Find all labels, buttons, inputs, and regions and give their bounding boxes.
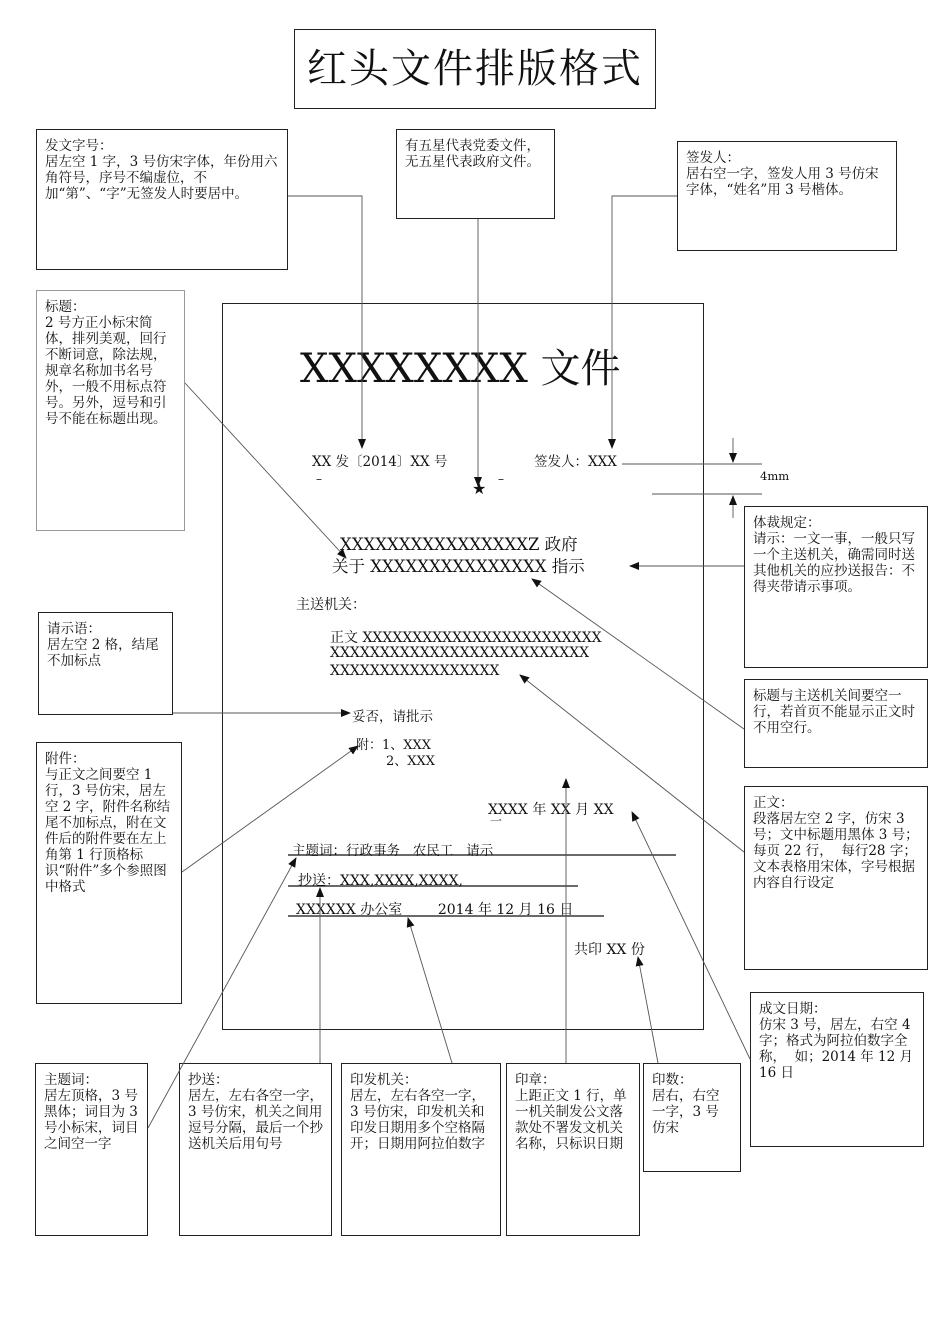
doc-header: XXXXXXXX 文件	[300, 346, 621, 392]
doc-body-line2: XXXXXXXXXXXXXXXXXXXXXXXXXX	[330, 645, 590, 661]
doc-copies: 共印 XX 份	[574, 942, 645, 958]
doc-number: XX 发〔2014〕XX 号	[312, 454, 448, 470]
note-copies: 印数： 居右，右空一字，3 号仿宋	[643, 1063, 741, 1172]
spacing-label: 4mm	[760, 469, 790, 483]
doc-dash-right: –	[498, 472, 504, 486]
page-title: 红头文件排版格式	[294, 29, 656, 109]
note-issuer: 印发机关： 居左，左右各空一字，3 号仿宋，印发机关和印发日期用多个空格隔开；日期用阿拉伯数字	[341, 1063, 501, 1236]
doc-request-phrase: 妥否，请批示	[352, 709, 433, 725]
note-doc-number: 发文字号： 居左空 1 字，3 号仿宋字体，年份用六角符号，序号不编虚位，不加“第”、“字”无签发人时要居中。	[36, 129, 288, 270]
doc-body-line1: 正文 XXXXXXXXXXXXXXXXXXXXXXXX	[330, 630, 602, 646]
note-signer: 签发人： 居右空一字，签发人用 3 号仿宋字体，“姓名”用 3 号楷体。	[677, 141, 897, 251]
star-icon: ★	[472, 479, 487, 498]
doc-heading-line1: XXXXXXXXXXXXXXXXZ 政府	[340, 535, 578, 554]
doc-subject-words: 主题词：行政事务 农民工 请示	[292, 843, 494, 859]
doc-date: XXXX 年 XX 月 XX	[488, 802, 614, 818]
doc-issuer-date: XXXXXX 办公室 2014 年 12 月 16 日	[296, 902, 574, 918]
note-cc: 抄送： 居左，左右各空一字，3 号仿宋，机关之间用逗号分隔，最后一个抄送机关后用句号	[179, 1063, 332, 1236]
doc-date-mark: 一	[490, 814, 503, 828]
doc-cc: 抄送：XXX,XXXX,XXXX,	[298, 873, 463, 889]
doc-signer: 签发人：XXX	[534, 454, 617, 470]
note-style-rule: 体裁规定： 请示：一文一事，一般只写一个主送机关，确需同时送其他机关的应抄送报告：不得夹带请示事项。	[744, 506, 928, 668]
doc-dash-left: –	[316, 472, 322, 486]
doc-heading-line2: 关于 XXXXXXXXXXXXXXX 指示	[332, 557, 585, 576]
note-title-spacing: 标题与主送机关间要空一行，若首页不能显示正文时不用空行。	[744, 679, 928, 768]
note-date: 成文日期： 仿宋 3 号，居左，右空 4 字；格式为阿拉伯数字全称， 如；2014 年 12 月 16 日	[750, 992, 924, 1147]
note-star: 有五星代表党委文件，无五星代表政府文件。	[396, 129, 555, 219]
doc-attachment-2: 2、XXX	[386, 754, 436, 769]
note-seal: 印章： 上距正文 1 行，单一机关制发公文落款处不署发文机关名称，只标识日期	[506, 1063, 640, 1236]
note-title: 标题： 2 号方正小标宋简体，排列美观，回行不断词意，除法规，规章名称加书名号外，一般不用标点符号。另外，逗号和引号不能在标题出现。	[36, 290, 185, 531]
doc-attachment-1: 附：1、XXX	[356, 738, 432, 753]
note-subject-words: 主题词： 居左顶格，3 号黑体；词目为 3 号小标宋，词目之间空一字	[35, 1063, 148, 1236]
doc-body-line3: XXXXXXXXXXXXXXXXX	[330, 663, 500, 679]
note-attachment: 附件： 与正文之间要空 1 行，3 号仿宋，居左空 2 字，附件名称结尾不加标点，附在文件后的附件要在左上角第 1 行顶格标识“附件”多个参照图中格式	[36, 742, 182, 1004]
doc-recipient: 主送机关：	[296, 597, 366, 613]
note-body: 正文： 段落居左空 2 字，仿宋 3 号；文中标题用黑体 3 号； 每页 22 行， 每行28 字；文本表格用宋体，字号根据内容自行设定	[744, 786, 928, 970]
note-request-phrase: 请示语： 居左空 2 格，结尾不加标点	[38, 612, 173, 715]
